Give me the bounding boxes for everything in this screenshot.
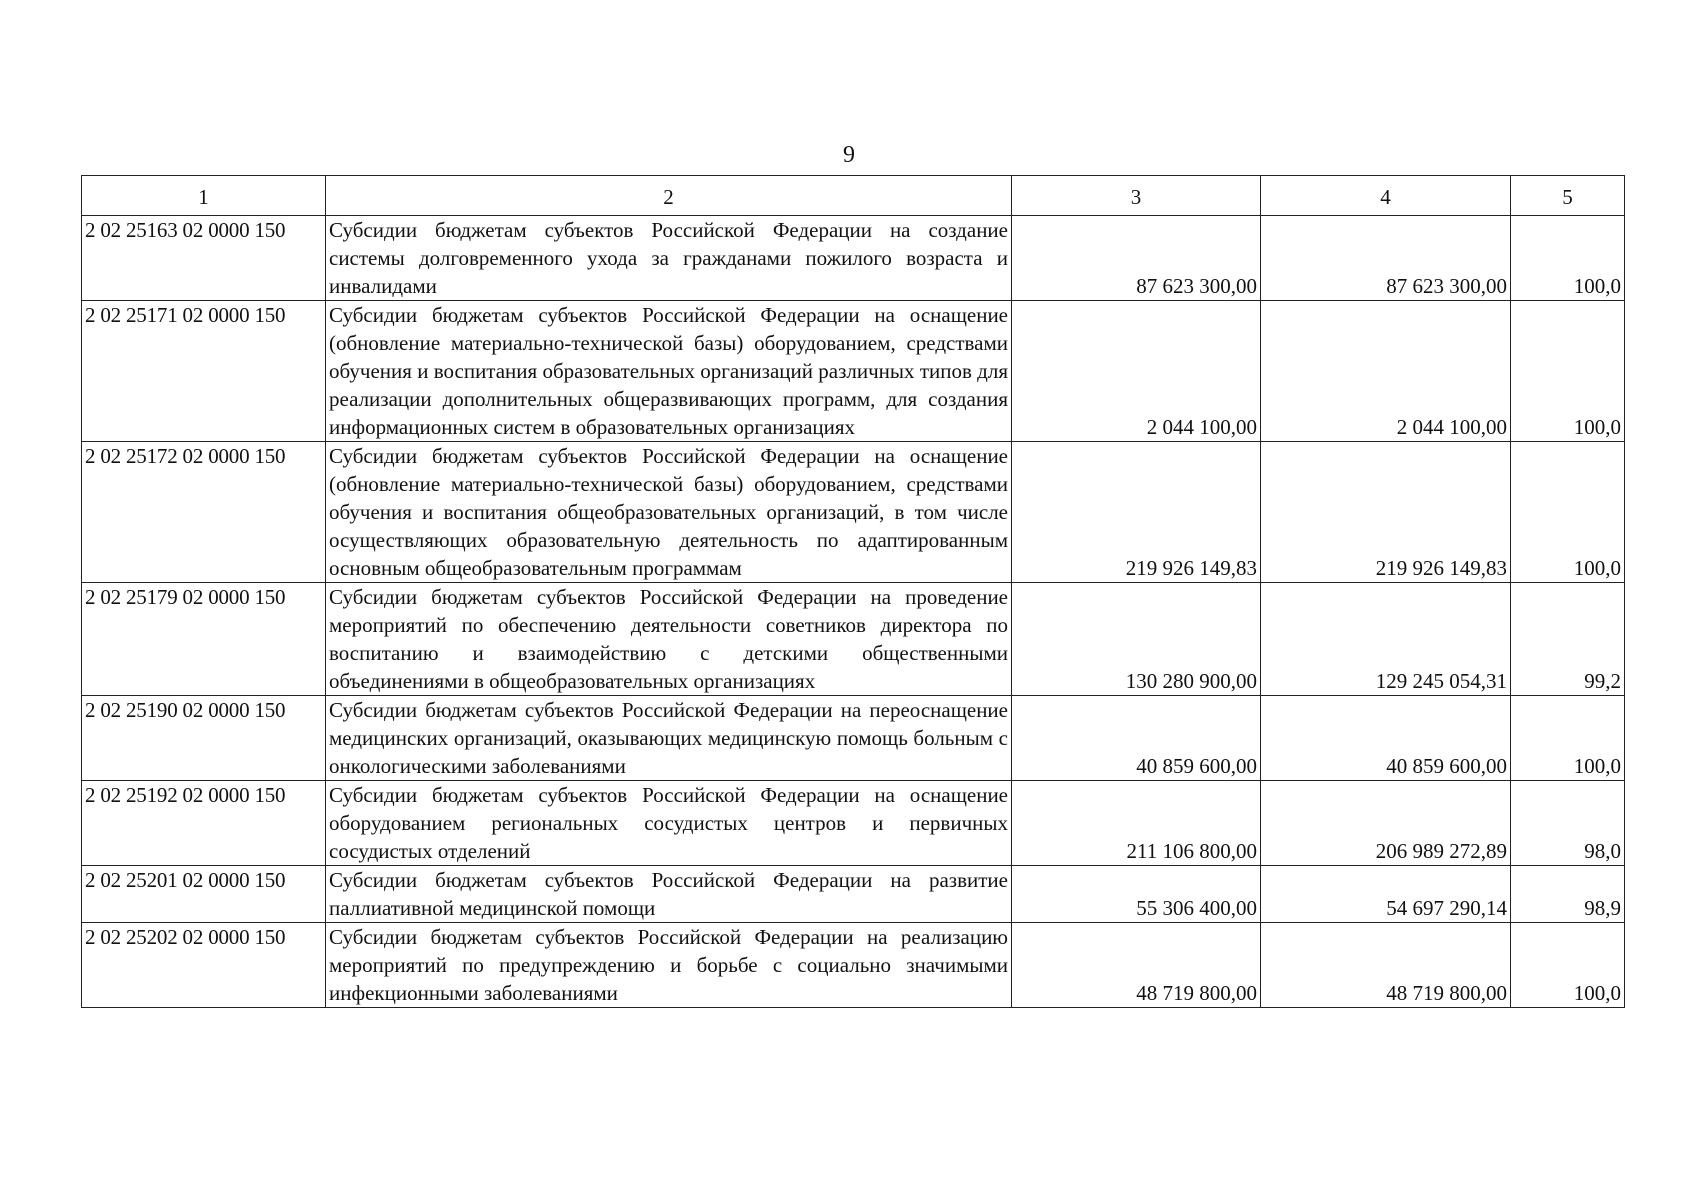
- planned-amount-cell: 130 280 900,00: [1012, 583, 1261, 696]
- table-row: [82, 696, 1625, 781]
- percent-cell: 100,0: [1511, 923, 1625, 1008]
- description-cell: Субсидии бюджетам субъектов Российской Федерации на переоснащение медицинских организаций, оказывающих медицинскую помощь больным с онкологическими заболеваниями: [326, 696, 1012, 781]
- percent-cell: 100,0: [1511, 301, 1625, 442]
- budget-code-cell: 2 02 25201 02 0000 150: [82, 866, 326, 923]
- table-header-row: [82, 176, 1625, 216]
- description-cell: Субсидии бюджетам субъектов Российской Федерации на оснащение (обновление материально-технической базы) оборудованием, средствами обучения и воспитания общеобразовательных организаций, в том числе осуществляющих образовательную деятельность по адаптированным основным общеобразовательным программам: [326, 442, 1012, 583]
- table-row: [82, 442, 1625, 583]
- column-header-3: 3: [1012, 176, 1261, 216]
- planned-amount-cell: 219 926 149,83: [1012, 442, 1261, 583]
- planned-amount-cell: 2 044 100,00: [1012, 301, 1261, 442]
- table-row: [82, 866, 1625, 923]
- table-row: [82, 781, 1625, 866]
- planned-amount-cell: 48 719 800,00: [1012, 923, 1261, 1008]
- executed-amount-cell: 48 719 800,00: [1261, 923, 1511, 1008]
- executed-amount-cell: 2 044 100,00: [1261, 301, 1511, 442]
- percent-cell: 98,9: [1511, 866, 1625, 923]
- executed-amount-cell: 129 245 054,31: [1261, 583, 1511, 696]
- planned-amount-cell: 55 306 400,00: [1012, 866, 1261, 923]
- percent-cell: 100,0: [1511, 696, 1625, 781]
- executed-amount-cell: 206 989 272,89: [1261, 781, 1511, 866]
- column-header-4: 4: [1261, 176, 1511, 216]
- description-cell: Субсидии бюджетам субъектов Российской Федерации на создание системы долговременного ухода за гражданами пожилого возраста и инвалидами: [326, 216, 1012, 301]
- percent-cell: 100,0: [1511, 442, 1625, 583]
- table-row: [82, 583, 1625, 696]
- column-header-1: 1: [82, 176, 326, 216]
- budget-code-cell: 2 02 25192 02 0000 150: [82, 781, 326, 866]
- planned-amount-cell: 40 859 600,00: [1012, 696, 1261, 781]
- budget-table: [81, 175, 1625, 1008]
- description-cell: Субсидии бюджетам субъектов Российской Федерации на оснащение (обновление материально-технической базы) оборудованием, средствами обучения и воспитания образовательных организаций различных типов для реализации дополнительных общеразвивающих программ, для создания информационных систем в образовательных организациях: [326, 301, 1012, 442]
- percent-cell: 99,2: [1511, 583, 1625, 696]
- planned-amount-cell: 211 106 800,00: [1012, 781, 1261, 866]
- table-row: [82, 923, 1625, 1008]
- percent-cell: 98,0: [1511, 781, 1625, 866]
- percent-cell: 100,0: [1511, 216, 1625, 301]
- executed-amount-cell: 87 623 300,00: [1261, 216, 1511, 301]
- budget-code-cell: 2 02 25171 02 0000 150: [82, 301, 326, 442]
- budget-code-cell: 2 02 25172 02 0000 150: [82, 442, 326, 583]
- table-row: [82, 216, 1625, 301]
- budget-code-cell: 2 02 25163 02 0000 150: [82, 216, 326, 301]
- description-cell: Субсидии бюджетам субъектов Российской Федерации на развитие паллиативной медицинской помощи: [326, 866, 1012, 923]
- description-cell: Субсидии бюджетам субъектов Российской Федерации на оснащение оборудованием региональных сосудистых центров и первичных сосудистых отделений: [326, 781, 1012, 866]
- column-header-2: 2: [326, 176, 1012, 216]
- description-cell: Субсидии бюджетам субъектов Российской Федерации на проведение мероприятий по обеспечению деятельности советников директора по воспитанию и взаимодействию с детскими общественными объединениями в общеобразовательных организациях: [326, 583, 1012, 696]
- executed-amount-cell: 54 697 290,14: [1261, 866, 1511, 923]
- description-cell: Субсидии бюджетам субъектов Российской Федерации на реализацию мероприятий по предупреждению и борьбе с социально значимыми инфекционными заболеваниями: [326, 923, 1012, 1008]
- executed-amount-cell: 219 926 149,83: [1261, 442, 1511, 583]
- page-number: 9: [843, 142, 855, 168]
- budget-code-cell: 2 02 25202 02 0000 150: [82, 923, 326, 1008]
- budget-code-cell: 2 02 25179 02 0000 150: [82, 583, 326, 696]
- executed-amount-cell: 40 859 600,00: [1261, 696, 1511, 781]
- column-header-5: 5: [1511, 176, 1625, 216]
- table-row: [82, 301, 1625, 442]
- planned-amount-cell: 87 623 300,00: [1012, 216, 1261, 301]
- budget-code-cell: 2 02 25190 02 0000 150: [82, 696, 326, 781]
